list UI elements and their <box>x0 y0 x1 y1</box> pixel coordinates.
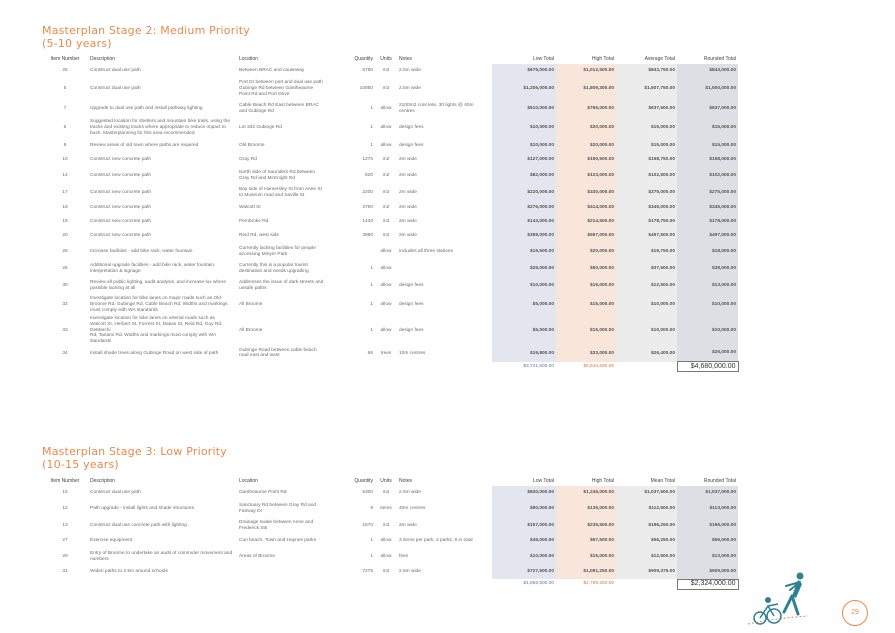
table-cell: 7 <box>63 105 67 111</box>
table-cell: $220,000.00 <box>492 184 556 201</box>
table-row <box>42 345 738 362</box>
column-header: High Total <box>591 55 614 62</box>
table-cell: 2.5m wide <box>399 490 421 496</box>
table-cell: allow <box>380 248 392 254</box>
column-header: Low Total <box>532 55 554 62</box>
table-row <box>42 500 738 517</box>
total-high: $2,789,250.00 <box>583 581 614 587</box>
table-cell: $1,507,750.00 <box>616 78 677 100</box>
table-cell: 29 <box>62 553 68 559</box>
table-cell: Construct new concrete path <box>90 233 152 239</box>
column-header: Description <box>90 477 116 484</box>
table-row <box>42 243 738 260</box>
table-cell: 14 <box>62 172 68 178</box>
table-cell: allow <box>380 105 392 111</box>
table-cell: $196,250.00 <box>616 517 677 534</box>
column-header: Item Number <box>50 477 80 484</box>
table-cell: allow <box>380 125 392 131</box>
table-cell: allow <box>380 265 392 271</box>
table-cell: $235,500.00 <box>556 517 616 534</box>
table-cell: $909,375.00 <box>616 565 677 579</box>
table-cell: $830,000.00 <box>492 486 556 500</box>
table-cell: $214,500.00 <box>556 215 616 229</box>
table-cell: 33 <box>62 327 68 333</box>
table-cell: Construct new concrete path <box>90 172 152 178</box>
table-cell: $675,000.00 <box>492 64 556 78</box>
table-cell: 20 <box>62 233 68 239</box>
table-cell: $26,400.00 <box>616 345 677 362</box>
table-cell: $12,500.00 <box>616 277 677 294</box>
table-cell: Construct dual use path <box>90 86 141 92</box>
table-cell: $1,206,000.00 <box>492 78 556 100</box>
table-cell: $15,000.00 <box>677 139 738 153</box>
table-cell: 2m wide <box>399 233 417 239</box>
table-cell <box>237 565 347 579</box>
table-row <box>42 517 738 534</box>
table-cell: Gantheaume Point Rd <box>239 490 287 496</box>
table-cell: $15,000.00 <box>677 117 738 139</box>
table-cell: Cun beach, Town and Haynes parks <box>239 538 316 544</box>
table-cell: Construct dual use concrete path with lighting <box>90 522 187 528</box>
table-cell: 2.5m wide <box>399 68 421 74</box>
table-row <box>42 167 738 184</box>
table-cell: 32 <box>62 302 68 308</box>
table-cell: $15,000.00 <box>556 548 616 565</box>
table-cell: $15,000.00 <box>616 117 677 139</box>
table-row <box>42 64 738 78</box>
total-rounded: $2,324,000.00 <box>677 579 738 589</box>
table-cell: Currently this is a popular tourist destination and needs upgrading <box>239 262 309 274</box>
table-cell: Review areas of old town where paths are required <box>90 143 199 149</box>
column-header: Quantity <box>354 55 373 62</box>
table-cell: 1 <box>370 105 373 111</box>
table-cell: $90,000.00 <box>492 500 556 517</box>
table-cell: $112,500.00 <box>616 500 677 517</box>
table-cell: $33,000.00 <box>556 345 616 362</box>
table-row <box>42 294 738 316</box>
column-header: Notes <box>399 55 413 62</box>
table-cell: Suggested location for shelters and mountain bike trails, using the tracks and existing tracks where appropriate to reduce impact to bush. Masterplanning for this area recommended <box>90 119 230 136</box>
table-cell: design fees <box>399 327 424 333</box>
table-cell: $10,000.00 <box>492 117 556 139</box>
table-cell <box>347 243 375 260</box>
table-cell: $13,000.00 <box>677 277 738 294</box>
table-cell: 1 <box>370 538 373 544</box>
table-cell: $190,500.00 <box>556 153 616 167</box>
table-cell: $20,000.00 <box>556 117 616 139</box>
table-cell: $67,500.00 <box>556 534 616 548</box>
table-cell: 5300 <box>362 490 373 496</box>
table-cell: $102,000.00 <box>677 167 738 184</box>
table-cell: 2m wide <box>399 189 417 195</box>
table-cell: $637,500.00 <box>616 100 677 117</box>
table-cell: Construct new concrete path <box>90 189 152 195</box>
table-cell: $15,000.00 <box>556 294 616 316</box>
table-cell: fees <box>399 553 409 559</box>
table-cell: Gray Rd <box>239 157 257 163</box>
column-header: Location <box>239 55 258 62</box>
totals-row <box>42 362 738 372</box>
table-cell: includes all three stations <box>399 248 453 254</box>
column-header: Rounded Total <box>703 477 736 484</box>
table-cell: 12 <box>62 505 68 511</box>
table-cell: design fees <box>399 302 424 308</box>
table-cell: $38,000.00 <box>677 260 738 277</box>
column-header: Description <box>90 55 116 62</box>
stage3-subtitle: (10-15 years) <box>42 458 119 471</box>
table-row <box>42 153 738 167</box>
column-header: Low Total <box>532 477 554 484</box>
table-cell: 2m wide <box>399 205 417 211</box>
table-cell <box>397 260 492 277</box>
column-header: High Total <box>591 477 614 484</box>
table-cell: $345,000.00 <box>677 201 738 215</box>
table-cell: 1 <box>370 143 373 149</box>
table-cell: items <box>380 505 392 511</box>
table-cell: $1,037,500.00 <box>616 486 677 500</box>
table-cell: 31 <box>62 569 68 575</box>
table-cell: Entry of Broome to undertake an audit of commuter movement and numbers <box>90 550 233 562</box>
table-cell: $178,750.00 <box>616 215 677 229</box>
table-cell: $597,000.00 <box>556 229 616 243</box>
table-cell: Pembroke Rd <box>239 219 269 225</box>
table-cell: $5,000.00 <box>492 316 556 345</box>
column-header: Rounded Total <box>703 55 736 62</box>
table-cell: $127,000.00 <box>492 153 556 167</box>
table-cell: $143,000.00 <box>492 215 556 229</box>
table-cell: $497,000.00 <box>677 229 738 243</box>
table-cell: $56,000.00 <box>677 534 738 548</box>
table-cell: $1,037,000.00 <box>677 486 738 500</box>
table-cell: $18,000.00 <box>677 243 738 260</box>
table-cell: 17 <box>62 189 68 195</box>
table-cell: 2.5m wide <box>399 569 421 575</box>
table-cell: 8 <box>63 143 67 149</box>
table-cell: $158,750.00 <box>616 153 677 167</box>
table-cell: $5,000.00 <box>492 294 556 316</box>
total-low: $3,741,500.00 <box>523 364 554 370</box>
table-cell: allow <box>380 553 392 559</box>
table-cell: 1 <box>370 125 373 131</box>
table-cell: 66 <box>367 350 373 356</box>
table-cell: 13 <box>62 522 68 528</box>
table-cell: $19,500.00 <box>492 243 556 260</box>
table-row <box>42 316 738 345</box>
table-cell: allow <box>380 327 392 333</box>
table-cell: 40m centres <box>399 505 426 511</box>
table-cell: All Broome <box>239 327 263 333</box>
table-cell: $12,500.00 <box>616 548 677 565</box>
table-cell: 9 <box>370 505 373 511</box>
table-cell: $135,000.00 <box>556 500 616 517</box>
table-cell: 10 <box>62 157 68 163</box>
table-cell: $82,000.00 <box>492 167 556 184</box>
table-cell: Gubinge Road between cable beach road east and west <box>239 347 317 359</box>
table-cell: Cable Beach Rd East between BRAC and Gubinge Rd <box>239 102 319 114</box>
table-cell: All Broome <box>239 302 263 308</box>
table-cell: 10050 <box>359 86 373 92</box>
table-cell: Investigate location for bike lanes on arterial roads such as Walcott St, Herbert St, Forrest St, Dakas St, Reid Rd, Guy Rd, DeMarchi Rd, Tanami Rd. Widths and markings must comply with WA standards <box>90 316 223 345</box>
table-cell: $843,750.00 <box>616 64 677 78</box>
table-cell: $10,000.00 <box>677 294 738 316</box>
table-cell: 19 <box>62 219 68 225</box>
column-header: Location <box>239 477 258 484</box>
table-cell: $637,000.00 <box>677 100 738 117</box>
table-cell: m2 <box>382 219 390 225</box>
table-cell: $398,000.00 <box>492 229 556 243</box>
table-cell: 2m wide <box>399 157 417 163</box>
table-cell: Bay side of Hamersley St from Anne St to Museum road and Saville St <box>239 186 322 198</box>
stage2-table <box>42 55 739 372</box>
table-cell: Areas of Broome <box>239 553 275 559</box>
column-header: Notes <box>399 477 413 484</box>
table-cell: $275,000.00 <box>616 184 677 201</box>
table-cell: Between BRAC and causeway <box>239 68 305 74</box>
table-cell: Port Dr between port and dual use path Gubinge Rd between Gantheaume Point Rd and Port Drive <box>239 80 323 97</box>
total-high: $5,643,600.00 <box>583 364 614 370</box>
table-cell: North side of Saunders Rd between Gray Rd and McKnight Rd <box>239 169 315 181</box>
table-cell: 820 <box>364 172 373 178</box>
table-row <box>42 100 738 117</box>
table-cell: m2 <box>382 68 390 74</box>
table-cell: 3 items per park, 3 parks, 9 in total <box>399 538 473 544</box>
table-cell: $19,750.00 <box>616 243 677 260</box>
table-cell: 25 <box>62 68 68 74</box>
table-cell: Install shade trees along Gubinge Road on west side of path <box>90 350 219 356</box>
stage2-title: Masterplan Stage 2: Medium Priority <box>42 24 250 37</box>
column-header: Item Number <box>50 55 80 62</box>
table-cell: $276,000.00 <box>492 201 556 215</box>
table-cell: $158,000.00 <box>677 153 738 167</box>
table-cell: Reid Rd, west side <box>239 233 279 239</box>
table-cell: design fees <box>399 125 424 131</box>
table-cell: Old Broome <box>239 143 265 149</box>
table-cell: $1,012,500.00 <box>556 64 616 78</box>
table-cell: $178,000.00 <box>677 215 738 229</box>
table-cell: $10,000.00 <box>616 294 677 316</box>
stage3-title: Masterplan Stage 3: Low Priority <box>42 445 228 458</box>
column-header: Quantity <box>354 477 373 484</box>
table-cell: $909,000.00 <box>677 565 738 579</box>
table-cell: m2 <box>382 233 390 239</box>
total-low: $1,859,500.00 <box>523 581 554 587</box>
table-cell: $1,091,250.00 <box>556 565 616 579</box>
column-header: Units <box>380 477 392 484</box>
table-cell: $45,000.00 <box>492 534 556 548</box>
table-cell: allow <box>380 282 392 288</box>
table-cell: allow <box>380 302 392 308</box>
table-cell: allow <box>380 143 392 149</box>
table-cell: Exercise equipment <box>90 538 133 544</box>
table-cell: trees <box>380 350 392 356</box>
page-number: 29 <box>842 600 868 626</box>
table-cell: Upgrade to dual use path and install pathway lighting <box>90 105 203 111</box>
table-cell: $37,500.00 <box>616 260 677 277</box>
table-cell: $10,000.00 <box>677 316 738 345</box>
table-cell: 5 <box>63 86 67 92</box>
table-row <box>42 184 738 201</box>
table-cell: 3980 <box>362 233 373 239</box>
table-cell: Walcott St <box>239 205 261 211</box>
total-rounded: $4,680,000.00 <box>677 362 738 372</box>
table-cell: 1 <box>370 282 373 288</box>
table-cell: m2 <box>382 172 390 178</box>
table-cell: 5750 <box>362 68 373 74</box>
table-cell: 2.5m wide <box>399 86 421 92</box>
table-cell: Investigate location for bike lanes on major roads such as Old Broome Rd, Gubinge Rd, Cable Beach Rd. Widths and markings must comply with WA standards <box>90 296 228 313</box>
table-row <box>42 117 738 139</box>
table-cell: $765,000.00 <box>556 100 616 117</box>
table-cell: $15,000.00 <box>616 139 677 153</box>
stage3-header-row <box>42 477 738 486</box>
table-cell: $1,500,000.00 <box>677 78 738 100</box>
stage3-table <box>42 477 739 590</box>
table-cell: $15,000.00 <box>556 316 616 345</box>
table-cell: Construct new concrete path <box>90 157 152 163</box>
table-cell: $26,000.00 <box>677 345 738 362</box>
stage2-subtitle: (5-10 years) <box>42 37 112 50</box>
table-cell: 34 <box>62 350 68 356</box>
table-cell: $157,000.00 <box>492 517 556 534</box>
table-cell: $25,000.00 <box>492 260 556 277</box>
table-cell: Drainage swale between Anne and Frederick Sts <box>239 519 314 531</box>
table-cell: 1570 <box>362 522 373 528</box>
stage2-heading <box>42 24 250 50</box>
table-cell: $20,000.00 <box>556 243 616 260</box>
table-cell: 18 <box>62 205 68 211</box>
table-row <box>42 201 738 215</box>
table-cell: $123,000.00 <box>556 167 616 184</box>
table-cell: 1 <box>370 327 373 333</box>
table-cell: $10,000.00 <box>492 139 556 153</box>
table-row <box>42 486 738 500</box>
table-cell: $727,500.00 <box>492 565 556 579</box>
table-cell: design fees <box>399 282 424 288</box>
table-row <box>42 215 738 229</box>
table-cell: $1,809,300.00 <box>556 78 616 100</box>
table-cell: 2m wide <box>399 522 417 528</box>
table-cell: m2 <box>382 157 390 163</box>
table-row <box>42 260 738 277</box>
table-cell: $19,800.00 <box>492 345 556 362</box>
table-cell: Widen paths to 2.5m around schools <box>90 569 168 575</box>
table-cell: $510,000.00 <box>492 100 556 117</box>
table-cell: 2m wide <box>399 219 417 225</box>
table-row <box>42 277 738 294</box>
table-cell: 2200 <box>362 189 373 195</box>
table-cell: 7275 <box>362 569 373 575</box>
column-header: Mean Total <box>650 477 675 484</box>
table-cell: $13,000.00 <box>677 548 738 565</box>
table-cell: $102,500.00 <box>616 167 677 184</box>
table-cell: Increase facilities - add bike rack, water fountain <box>90 248 193 254</box>
table-cell: $10,000.00 <box>616 316 677 345</box>
table-cell: 2m wide <box>399 172 417 178</box>
table-cell: $15,000.00 <box>556 277 616 294</box>
table-row <box>42 139 738 153</box>
table-cell: 2760 <box>362 205 373 211</box>
table-cell: allow <box>380 538 392 544</box>
totals-row <box>42 579 738 589</box>
stage3-heading <box>42 445 227 471</box>
table-cell: Currently lacking facilities for people accessing Minyirr Park <box>239 245 316 257</box>
table-cell: Additional upgrade facilities - add bike rack, water fountain, interpretation & signage <box>90 262 216 274</box>
table-cell: Path upgrade - install lights and shade structures <box>90 505 194 511</box>
table-cell: $497,500.00 <box>616 229 677 243</box>
table-row <box>42 78 738 100</box>
table-cell: Lot 333 Gubinge Rd <box>239 125 282 131</box>
table-cell: $196,000.00 <box>677 517 738 534</box>
table-cell: $330,000.00 <box>556 184 616 201</box>
table-cell: m2 <box>382 569 390 575</box>
table-cell: Construct dual use path <box>90 68 141 74</box>
table-cell: 30 <box>62 282 68 288</box>
table-cell: 1 <box>370 302 373 308</box>
table-cell: $1,245,000.00 <box>556 486 616 500</box>
table-cell: Construct new concrete path <box>90 205 152 211</box>
table-cell: $345,000.00 <box>616 201 677 215</box>
table-row <box>42 229 738 243</box>
stage2-header-row <box>42 55 738 64</box>
table-cell: $10,000.00 <box>492 277 556 294</box>
table-row <box>42 548 738 565</box>
table-cell: m2 <box>382 490 390 496</box>
table-cell: $56,250.00 <box>616 534 677 548</box>
table-cell: m2 <box>382 205 390 211</box>
table-cell: $275,000.00 <box>677 184 738 201</box>
table-cell: $414,000.00 <box>556 201 616 215</box>
table-cell: design fees <box>399 143 424 149</box>
table-cell: Sanctuary Rd between Gray Rd and Fairway Dr <box>239 502 317 514</box>
table-cell: Construct dual use path <box>90 490 141 496</box>
cyclist-illustration <box>748 566 844 626</box>
table-cell: 6 <box>63 125 67 131</box>
table-row <box>42 565 738 579</box>
table-cell: 1430 <box>362 219 373 225</box>
table-row <box>42 534 738 548</box>
column-header: Units <box>380 55 392 62</box>
table-cell: $843,000.00 <box>677 64 738 78</box>
table-cell: 10m centres <box>399 350 426 356</box>
table-cell: $113,000.00 <box>677 500 738 517</box>
table-cell: m2 <box>382 189 390 195</box>
table-cell: $20,000.00 <box>556 139 616 153</box>
table-cell: Construct new concrete path <box>90 219 152 225</box>
table-cell: m2 <box>382 522 390 528</box>
table-cell: Review all public lighting, audit analysis, and increase lux where possible lacking at all <box>90 279 226 291</box>
table-cell: 1 <box>370 265 373 271</box>
table-cell: 27 <box>62 538 68 544</box>
table-cell: 28 <box>62 248 68 254</box>
table-cell: $10,000.00 <box>492 548 556 565</box>
column-header: Average Total <box>644 55 675 62</box>
table-cell: 15 <box>62 490 68 496</box>
table-cell: m2 <box>382 86 390 92</box>
table-cell: 1 <box>370 553 373 559</box>
table-cell: 2100m2 concrete, 30 lights @ 40m centres <box>399 102 474 114</box>
table-cell: Addresses the issue of dark streets and unsafe paths <box>239 279 324 291</box>
table-cell: $50,000.00 <box>556 260 616 277</box>
table-cell: 26 <box>62 265 68 271</box>
table-cell: 1270 <box>362 157 373 163</box>
